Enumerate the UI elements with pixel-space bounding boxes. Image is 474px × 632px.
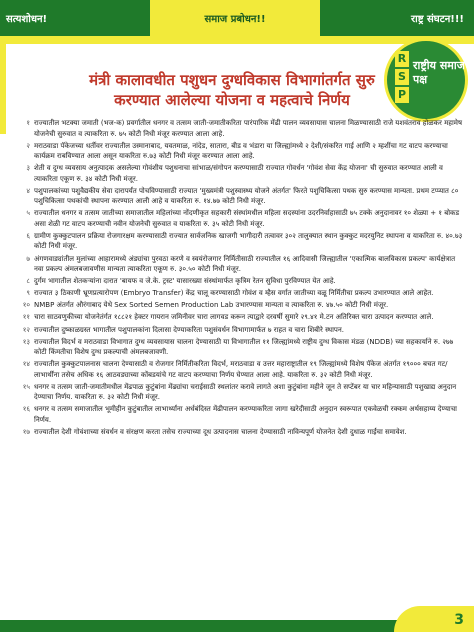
item-text: राज्यातील कुक्कुटपालनास चालना देण्यासाठी व रोजगार निर्मितीकरिता विदर्भ, मराठवाडा व उत्तर महाराष्ट्रातील १९ जिल्ह्यांमध्ये विशेष पॅकेज अंतर्गत १९००० बचत गट/लाभार्थींना तसेच अधिक १६ आठवड्याच्या कोंबडयांचे गट वाटप करण्याचा निर्णय घेण्यात आला आहे. याकरिता रु. ३२ कोटी निधी मंजूर.	[34, 360, 448, 379]
item-number: ४	[26, 186, 30, 195]
item-text: NMBP अंतर्गत औरंगाबाद येथे Sex Sorted Semen Production Lab उभारण्यास मान्यता व त्याकरिता रु. ४७.५० कोटी निधी मंजूर.	[34, 301, 389, 310]
page-title: मंत्री कालावधीत पशुधन दुग्धविकास विभागांतर्गत सुरु करण्यात आलेल्या योजना व महत्वाचे निर्णय	[89, 71, 375, 109]
list-item	[18, 300, 464, 311]
footer-band	[0, 602, 474, 632]
item-number: ११	[22, 313, 30, 322]
list-item	[18, 141, 464, 162]
header-left-slogan: सत्यशोधन!	[0, 0, 150, 36]
item-number: ६	[26, 231, 30, 240]
item-number: १७	[22, 428, 30, 436]
item-text: राज्यातील भटक्या जमाती (भज-क) प्रवर्गातील धनगर व तत्सम जाती-जमातीकरिता पारंपारिक मेंढी पालन व्यवसायास चालना मिळण्यासाठी राजे यशवंतराव होळकर महामेष योजनेची सुरुवात व त्याकरिता रु. ७५ कोटी निधी मंजूर करण्यात आला आहे.	[34, 119, 463, 138]
header-right-slogan: राष्ट्र संघटन!!!	[320, 0, 474, 36]
header-yellow-band	[0, 36, 474, 44]
item-text: ग्रामीण कुक्कुटपालन प्रक्रिया रोजगारक्षम करण्यासाठी राज्यात सार्वजनिक खाजगी भागीदारी तत्वावर ३०२ तालुक्यात स्थान कुक्कुट मदरयुनिट स्थापना व याकरिता रु. ४०.७३ कोटी निधी मंजूर.	[34, 231, 463, 251]
list-item	[18, 404, 464, 425]
logo-text: राष्ट्रीय समाज पक्ष	[413, 59, 465, 86]
list-item	[18, 325, 464, 336]
item-text: राज्यातील धनगर व तत्सम जातीच्या समाजातील महिलांच्या नोंदणीकृत सहकारी संस्थांमधील महिला सदस्यांना उदरनिर्वाहासाठी ७५ टक्के अनुदानावर १० शेळ्या + १ बोकड असा शेळी गट वाटप करण्याची नवीन योजनेची सुरुवात व याकरिता रु. ३५ कोटी निधी मंजूर.	[34, 209, 460, 228]
list-item	[18, 427, 464, 438]
item-text: राज्यात ३ ठिकाणी भ्रूणप्रत्यारोपण (Embryo Transfer) केंद्र चालू करण्यासाठी गोवंश व म्हैस वर्गात जातीच्या वळू निर्मितीचा प्रकल्प उभारण्यात आले आहेत.	[34, 289, 434, 298]
list-item	[18, 337, 464, 358]
item-text: धनगर व तत्सम समाजातील भूमीहीन कुटुंबातील लाभार्थ्यांना अर्धबंदिस्त मेंढीपालन करण्याकरिता जागा खरेदीसाठी अनुदान स्वरूपात एकवेळची रक्कम अर्थसहाय्य देण्याचा निर्णय.	[34, 405, 457, 424]
item-text: पशुपालकांच्या पशुवैद्यकीय सेवा दारापर्यंत पोचविण्यासाठी राज्यात 'मुख्यमंत्री पशुस्वास्थ्य योजने अंतर्गत' फिरते पशुचिकित्सा पथक सुरु करण्यास मान्यता. प्रथम टप्प्यात ८० पशुचिकित्सा पथकांची स्थापना करण्यात आली आहे व याकरिता रु. १४.७७ कोटी निधी मंजूर.	[34, 186, 459, 206]
page-number: 3	[454, 612, 464, 628]
item-number: ५	[26, 209, 30, 218]
item-number: ९	[26, 289, 30, 298]
left-accent-stripe	[0, 44, 6, 134]
list-item	[18, 208, 464, 229]
list-item	[18, 276, 464, 287]
logo-letter-s: S	[395, 69, 409, 85]
list-item	[18, 118, 464, 139]
item-number: १३	[22, 337, 30, 346]
header-bar	[0, 0, 474, 36]
item-text: धनगर व तत्सम जाती-जमातीमधील मेंढपाळ कुटुंबांना मेंढ्यांचा चराईसाठी स्थलांतर करावे लागते अशा कुटुंबांना महीने जून ते सप्टेंबर या चार महिन्यासाठी पशुखाद्य अनुदान देण्याचा निर्णय. याकरिता रु. ३२ कोटी निधी मंजूर.	[34, 382, 457, 402]
list-item	[18, 231, 464, 252]
item-number: ३	[26, 164, 30, 173]
party-logo	[384, 38, 468, 122]
item-text: मराठवाडा पॅकेजच्या धर्तीवर राज्यातील उस्मानाबाद, यवतमाळ, नांदेड, सातारा, बीड व भंडारा या जिल्ह्यांमध्ये २ देशी/संकरित गाई आणि २ म्हशींचा गट वाटप करण्याचा कार्यक्रम राबविण्यात आला असून याकरिता रु.७३ कोटी निधी मंजूर करण्यात आला आहे.	[34, 141, 448, 161]
item-number: २	[26, 141, 30, 150]
logo-letter-p: P	[395, 87, 409, 103]
item-text: राज्यातील विदर्भ व मराठवाडा विभागात दुग्ध व्यवसायास चालना देण्यासाठी या विभागातील ११ जिल्ह्यांमध्ये राष्ट्रीय दुग्ध विकास मंडळ (NDDB) च्या सहकार्याने रु. २७७ कोटी किंमतीचा विशेष दुग्ध प्रकल्पाची अंमलबजावणी.	[34, 337, 454, 357]
list-item	[18, 359, 464, 380]
decisions-list	[18, 118, 464, 439]
item-number: १०	[22, 301, 30, 310]
logo-letters	[395, 51, 409, 103]
list-item	[18, 163, 464, 184]
list-item	[18, 254, 464, 275]
item-text: शेती व दुग्ध व्यवसाय अनुत्पादक असलेल्या गोवंशीय पशुधनाचा सांभाळ/संगोपन करण्यासाठी राज्यात गोवर्धन 'गोवंश सेवा केंद्र योजना' ची सुरुवात करण्यात आली व त्याकरिता एकूण रु. ३४ कोटी निधी मंजूर.	[34, 164, 443, 183]
item-text: चारा साठवणुकीच्या योजनेतंर्गत १८८२१ हेक्टर गायरान जमिनीवर चारा लागवड करून त्याद्वारे दरवर्षी सुमारे २९.४१ मे.टन अतिरिक्त चारा उत्पादन करण्यात आले.	[34, 313, 434, 322]
header-center-slogan: समाज प्रबोधन!!	[150, 0, 320, 36]
list-item	[18, 312, 464, 323]
item-text: अंगणवाड्यांतील मुलांच्या आहारामध्ये अंड्यांचा पुरवठा करणे व स्वयंरोजगार निर्मितीसाठी राज्यातील १६ आदिवासी जिल्ह्यातील 'एकात्मिक बालविकास प्रकल्प' कार्यक्षेत्रात नवा प्रकल्प अंमलबजावणीस मान्यता त्याकरिता एकूण रु. ३०.५० कोटी निधी मंजूर.	[34, 254, 456, 274]
list-item	[18, 382, 464, 403]
item-text: राज्यातील देशी गोवंशाच्या संवर्धन व संरक्षण करता तसेच राज्याच्या दूध उत्पादनास चालना देण्यासाठी नाविन्यपूर्ण योजनेत देशी दुधाळ गाईंचा समावेश.	[34, 428, 407, 436]
item-number: १२	[22, 325, 30, 334]
item-number: १६	[22, 405, 30, 414]
item-number: १५	[22, 382, 30, 391]
list-item	[18, 186, 464, 207]
item-number: १	[26, 119, 30, 127]
item-text: राज्यातील दुष्काळग्रस्त भागातील पशुपालकांना दिलासा देण्याकरिता पशुसंवर्धन विभागामार्फत ७ राहत व चारा शिबीरे स्थापन.	[34, 325, 345, 334]
item-number: ७	[26, 254, 30, 263]
item-number: १४	[22, 360, 30, 369]
list-item	[18, 288, 464, 299]
item-text: दुर्गम भागातील शेतकऱ्यांना दारात 'बायफ व जे.के. ट्रस्ट' यासारख्या संस्थांमार्फत कृत्रिम रेतन सुविधा पुरविण्यात येत आहे.	[34, 277, 336, 286]
logo-letter-r: R	[395, 51, 409, 67]
item-number: ८	[26, 277, 30, 286]
